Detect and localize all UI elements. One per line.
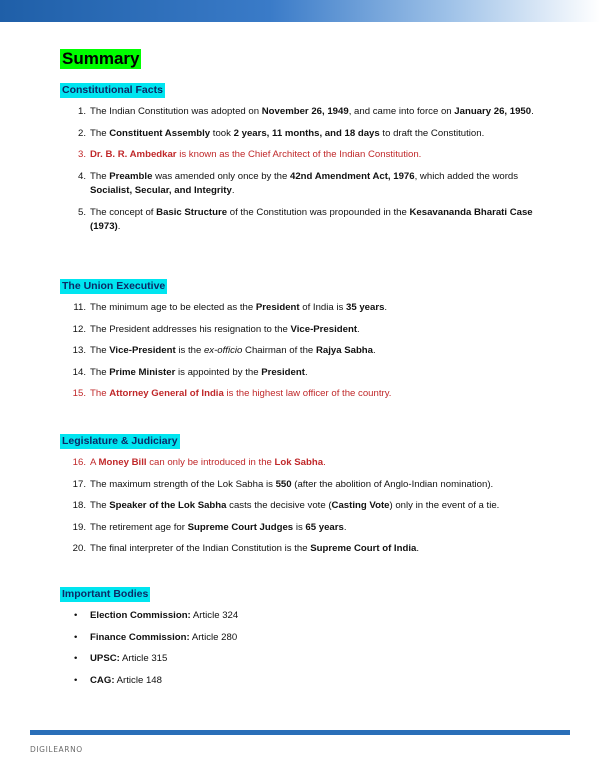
item-number: 2.: [77, 127, 86, 139]
list-item: [60, 521, 540, 536]
list-item: [60, 206, 540, 235]
list-item: [60, 542, 540, 557]
item-text-run: .: [304, 366, 308, 378]
executive-list: [60, 301, 540, 402]
item-text-run: is the: [175, 345, 204, 356]
item-text-run: is: [293, 521, 306, 533]
section-constitutional-facts: [60, 80, 540, 235]
item-text-run: Election Commission:: [90, 610, 191, 621]
list-item: [60, 105, 540, 120]
item-text-run: .: [343, 521, 347, 533]
item-number: 20.: [72, 543, 86, 554]
item-text-run: The final interpreter of the Indian Constitution is the: [90, 543, 311, 554]
list-item: [60, 323, 540, 338]
section-important-bodies: [60, 584, 540, 688]
list-item: [60, 301, 540, 316]
item-text-run: President: [255, 302, 300, 313]
list-item: [60, 127, 540, 142]
item-text-run: , which added the words: [414, 170, 519, 182]
item-text-run: of India is: [299, 302, 346, 313]
item-text-run: A: [90, 457, 99, 468]
item-text-run: Attorney General of India: [109, 388, 224, 399]
item-text-run: to draft the Constitution.: [379, 127, 485, 139]
list-item: [60, 631, 540, 646]
item-text-run: Vice-President: [290, 323, 358, 335]
item-text-run: Speaker of the Lok Sabha: [109, 500, 227, 511]
title-wrap: [60, 49, 141, 69]
list-item: [60, 456, 540, 471]
item-text-run: Vice-President: [109, 345, 176, 356]
item-text-run: President: [261, 366, 305, 378]
footer-band: [30, 730, 570, 735]
item-text-run: UPSC:: [90, 653, 120, 664]
item-text-run: 2 years, 11 months, and 18 days: [233, 127, 380, 139]
item-text-run: was amended only once by the: [152, 170, 291, 182]
list-item: [60, 478, 540, 493]
item-text-run: The: [90, 388, 110, 399]
item-text-run: .: [323, 457, 326, 468]
footer-brand: DIGILEARNO: [30, 745, 83, 754]
item-number: 12.: [72, 323, 86, 335]
item-text-run: of the Constitution was propounded in the: [227, 206, 410, 218]
item-text-run: The maximum strength of the Lok Sabha is: [90, 478, 276, 490]
item-text-run: The retirement age for: [90, 521, 188, 533]
item-text-run: is appointed by the: [175, 366, 262, 378]
item-text-run: .: [117, 221, 121, 232]
item-text-run: Chairman of the: [242, 345, 316, 356]
list-item: [60, 344, 540, 359]
item-text-run: Casting Vote: [331, 500, 390, 511]
item-text-run: Prime Minister: [109, 366, 176, 378]
item-text-run: The: [90, 345, 110, 356]
item-text-run: 42nd Amendment Act, 1976: [290, 170, 415, 182]
item-number: 4.: [77, 170, 86, 182]
item-text-run: Article 148: [114, 674, 162, 686]
bullet-marker: •: [74, 674, 78, 686]
item-text-run: Money Bill: [98, 457, 147, 468]
item-text-run: The: [90, 127, 110, 139]
item-text-run: can only be introduced in the: [146, 457, 275, 468]
item-text-run: Supreme Court of India: [310, 543, 417, 554]
section-heading: Important Bodies: [62, 588, 149, 600]
list-item: [60, 499, 540, 514]
item-text-run: The: [90, 500, 110, 511]
item-text-run: is known as the Chief Architect of the Indian Constitution.: [176, 149, 422, 160]
item-number: 1.: [77, 106, 86, 117]
list-item: [60, 148, 540, 163]
item-text-run: , and came into force on: [348, 106, 455, 117]
item-text-run: took: [210, 127, 234, 139]
item-text-run: Finance Commission:: [90, 631, 190, 643]
item-text-run: Lok Sabha: [274, 457, 324, 468]
legislature-list: [60, 456, 540, 557]
item-text-run: CAG:: [90, 674, 115, 686]
section-heading: Legislature & Judiciary: [62, 435, 178, 447]
item-text-run: 550: [275, 478, 292, 490]
item-text-run: Article 280: [189, 631, 238, 643]
item-text-run: .: [231, 185, 235, 196]
section-heading: The Union Executive: [62, 280, 166, 292]
item-number: 15.: [72, 388, 86, 399]
item-number: 18.: [72, 500, 86, 511]
item-text-run: 35 years: [346, 302, 385, 313]
item-number: 19.: [72, 521, 86, 533]
item-text-run: .: [531, 106, 534, 117]
item-text-run: The minimum age to be elected as the: [90, 302, 256, 313]
item-text-run: Socialist, Secular, and Integrity: [90, 185, 232, 196]
item-text-run: The concept of: [90, 206, 157, 218]
item-text-run: Constituent Assembly: [109, 127, 211, 139]
item-text-run: ex-officio: [203, 345, 243, 356]
item-text-run: Preamble: [109, 170, 153, 182]
item-number: 11.: [73, 302, 86, 313]
item-text-run: casts the decisive vote (: [226, 500, 332, 511]
section-legislature-judiciary: [60, 431, 540, 557]
item-text-run: Dr. B. R. Ambedkar: [90, 149, 177, 160]
list-item: [60, 609, 540, 624]
bullet-marker: •: [74, 653, 78, 664]
item-text-run: 65 years: [305, 521, 344, 533]
page-title: Summary: [62, 49, 140, 68]
bullet-marker: •: [74, 610, 78, 621]
bodies-list: [60, 609, 540, 688]
bullet-marker: •: [74, 631, 78, 643]
item-text-run: .: [357, 323, 360, 335]
item-text-run: .: [416, 543, 419, 554]
list-item: [60, 170, 540, 199]
list-item: [60, 674, 540, 689]
item-text-run: The Indian Constitution was adopted on: [90, 106, 262, 117]
item-text-run: ) only in the event of a tie.: [389, 500, 500, 511]
list-item: [60, 652, 540, 667]
item-number: 3.: [77, 149, 86, 160]
header-band: [0, 0, 600, 22]
item-text-run: The: [90, 170, 110, 182]
item-number: 13.: [72, 345, 86, 356]
item-text-run: Article 315: [119, 653, 168, 664]
item-text-run: November 26, 1949: [261, 106, 349, 117]
item-text-run: .: [384, 302, 388, 313]
item-text-run: The: [90, 366, 110, 378]
section-union-executive: [60, 276, 540, 402]
item-number: 5.: [77, 206, 86, 218]
item-text-run: Kesavananda Bharati Case (1973): [90, 206, 533, 232]
item-text-run: Supreme Court Judges: [187, 521, 294, 533]
constitutional-list: [60, 105, 540, 235]
item-text-run: (after the abolition of Anglo-Indian nomination).: [291, 478, 494, 490]
item-number: 17.: [72, 478, 86, 490]
item-text-run: Article 324: [190, 610, 239, 621]
list-item: [60, 366, 540, 381]
item-text-run: The President addresses his resignation to the: [90, 323, 291, 335]
item-number: 14.: [72, 366, 86, 378]
item-text-run: January 26, 1950: [454, 106, 532, 117]
item-number: 16.: [72, 457, 86, 468]
item-text-run: Basic Structure: [156, 206, 228, 218]
item-text-run: Rajya Sabha: [315, 345, 373, 356]
item-text-run: .: [373, 345, 376, 356]
list-item: [60, 387, 540, 402]
section-heading: Constitutional Facts: [62, 84, 163, 96]
item-text-run: is the highest law officer of the country.: [223, 388, 392, 399]
